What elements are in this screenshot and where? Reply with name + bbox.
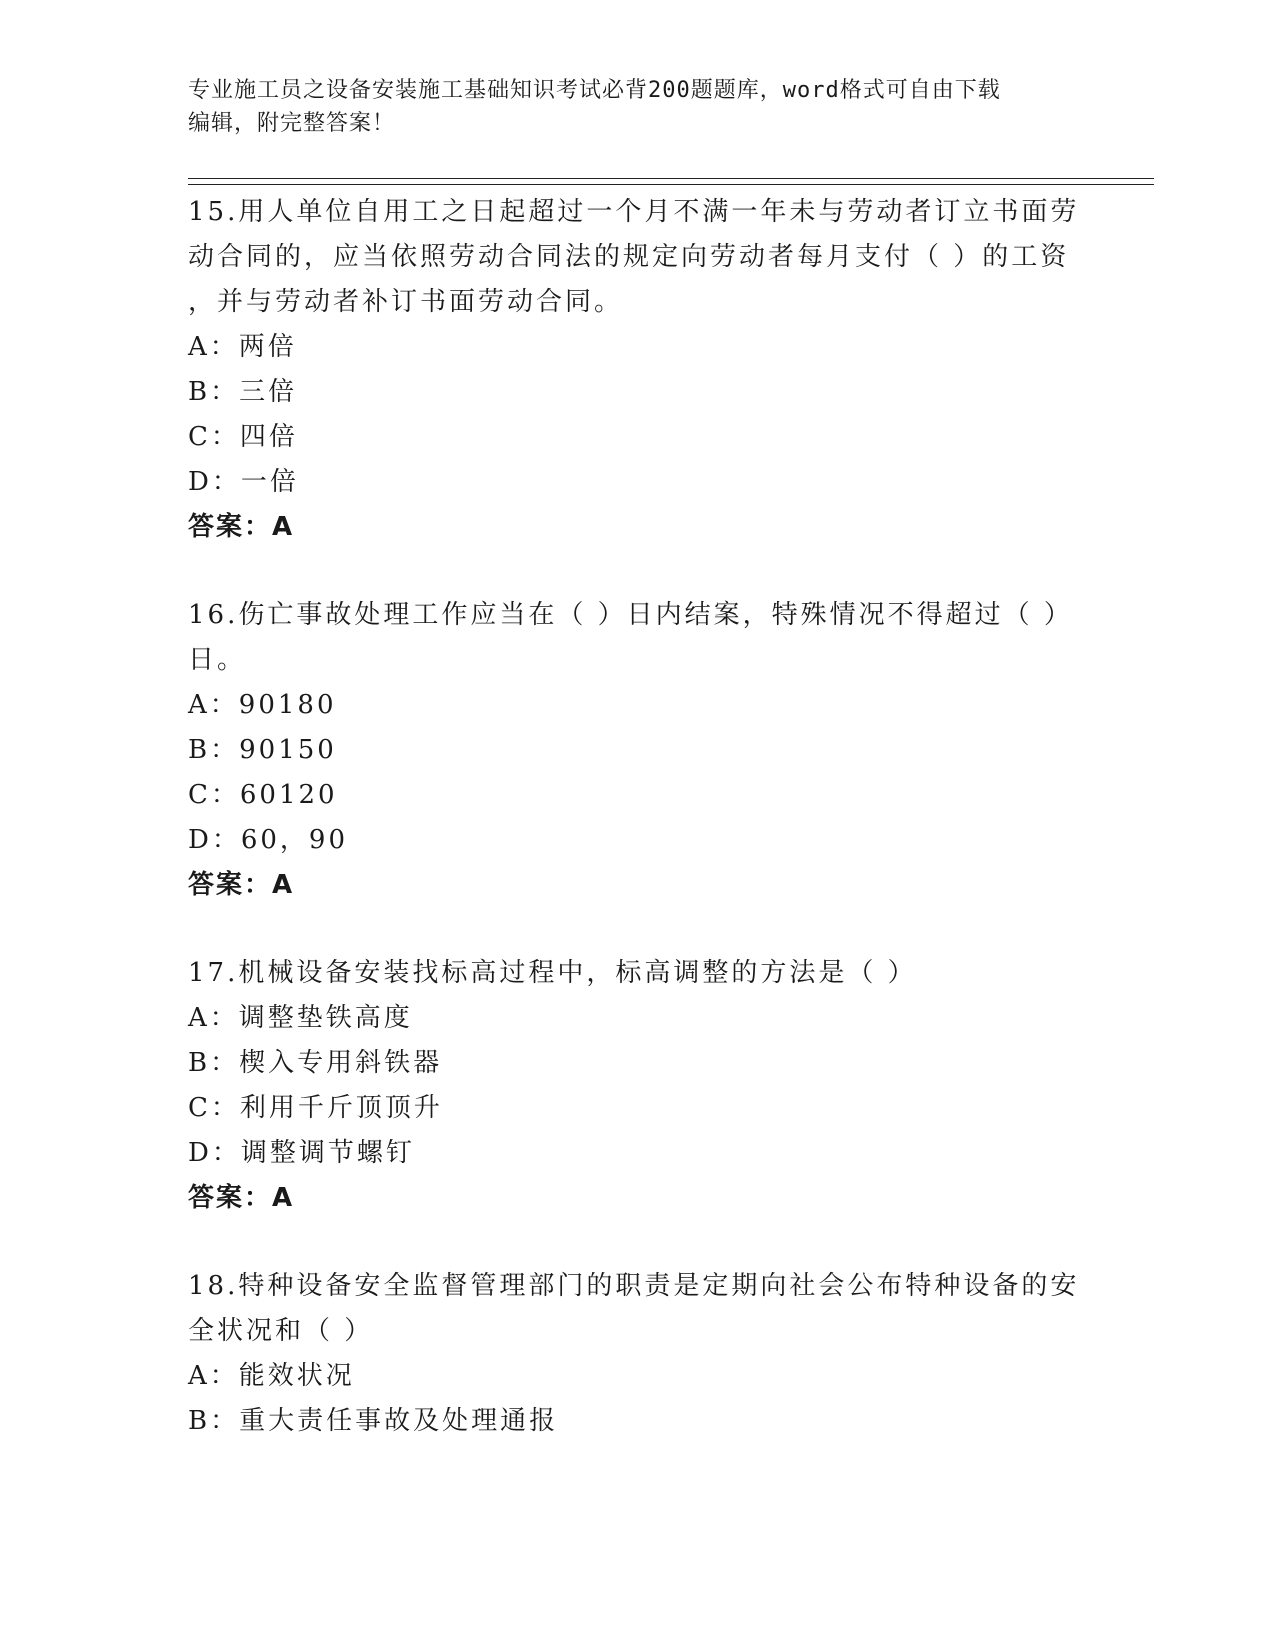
question-spacer bbox=[188, 1221, 1088, 1264]
option-a: A：两倍 bbox=[188, 332, 297, 362]
header-title-line-2: 编辑，附完整答案！ bbox=[188, 111, 396, 136]
question-16 bbox=[188, 593, 1088, 908]
option-a: A：调整垫铁高度 bbox=[188, 1003, 413, 1033]
question-17 bbox=[188, 951, 1088, 1221]
header-divider-top bbox=[188, 178, 1154, 179]
header-title-line-1: 专业施工员之设备安装施工基础知识考试必背200题题库，word格式可自由下载 bbox=[188, 78, 1001, 103]
question-18 bbox=[188, 1264, 1088, 1444]
answer-label: 答案：A bbox=[188, 870, 295, 900]
option-d: D：一倍 bbox=[188, 467, 299, 497]
option-d: D：调整调节螺钉 bbox=[188, 1138, 415, 1168]
option-a: A：能效状况 bbox=[188, 1361, 355, 1391]
option-c: C：60120 bbox=[188, 780, 338, 810]
question-spacer bbox=[188, 908, 1088, 951]
option-b: B：90150 bbox=[188, 735, 337, 765]
question-text-line: 15.用人单位自用工之日起超过一个月不满一年未与劳动者订立书面劳 bbox=[188, 197, 1080, 227]
option-c: C：四倍 bbox=[188, 422, 298, 452]
option-b: B：楔入专用斜铁器 bbox=[188, 1048, 443, 1078]
option-d: D：60，90 bbox=[188, 825, 349, 855]
answer-label: 答案：A bbox=[188, 1183, 295, 1213]
question-text-line: 全状况和（ ） bbox=[188, 1316, 374, 1346]
question-text-line: 16.伤亡事故处理工作应当在（ ）日内结案，特殊情况不得超过（ ） bbox=[188, 600, 1073, 630]
answer-label: 答案：A bbox=[188, 512, 295, 542]
question-text-line: 18.特种设备安全监督管理部门的职责是定期向社会公布特种设备的安 bbox=[188, 1271, 1080, 1301]
option-a: A：90180 bbox=[188, 690, 337, 720]
question-text-line: 17.机械设备安装找标高过程中，标高调整的方法是（ ） bbox=[188, 958, 917, 988]
question-text-line: ，并与劳动者补订书面劳动合同。 bbox=[188, 287, 624, 317]
question-text-line: 动合同的，应当依照劳动合同法的规定向劳动者每月支付（ ）的工资 bbox=[188, 242, 1070, 272]
header-divider-bottom bbox=[188, 184, 1154, 185]
option-b: B：重大责任事故及处理通报 bbox=[188, 1406, 559, 1436]
option-b: B：三倍 bbox=[188, 377, 298, 407]
question-text-line: 日。 bbox=[188, 645, 247, 675]
document-header bbox=[188, 74, 1068, 140]
option-c: C：利用千斤顶顶升 bbox=[188, 1093, 443, 1123]
question-15 bbox=[188, 190, 1088, 550]
question-spacer bbox=[188, 550, 1088, 593]
question-list bbox=[188, 190, 1088, 1444]
